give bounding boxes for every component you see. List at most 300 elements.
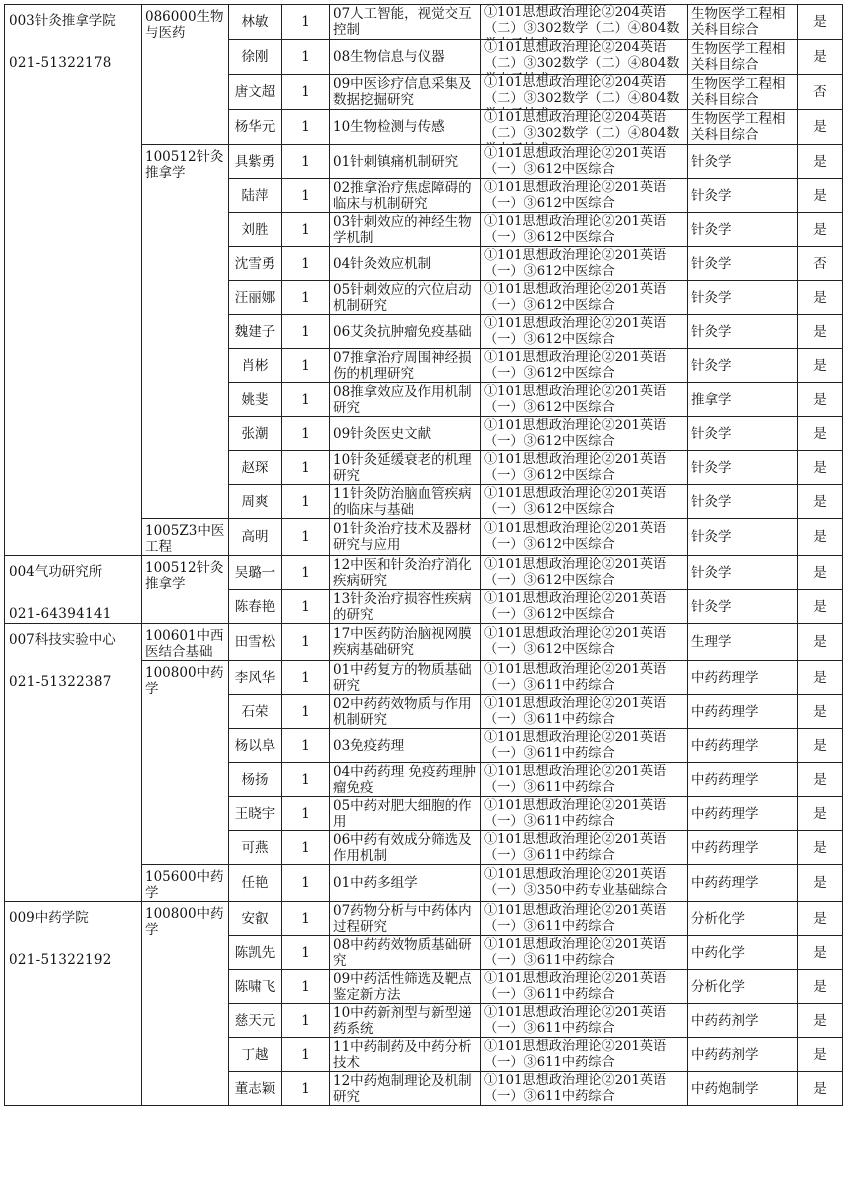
exam-subjects-cell-text: ①101思想政治理论②201英语（一）③611中药综合 xyxy=(484,797,667,829)
quota-cell-text: 1 xyxy=(301,564,310,581)
research-direction-cell xyxy=(330,624,481,661)
quota-cell xyxy=(282,1038,330,1072)
department-cell xyxy=(5,902,142,1106)
tutor-cell xyxy=(229,970,282,1004)
quota-cell-text: 1 xyxy=(301,737,310,754)
department-phone: 021-51322178 xyxy=(9,55,112,71)
research-direction-cell xyxy=(330,865,481,902)
major-cell: 105600中药学 xyxy=(142,865,229,902)
tutor-cell xyxy=(229,383,282,417)
research-direction-cell-text: 12中医和针灸治疗消化疾病研究 xyxy=(333,556,472,589)
flag-cell xyxy=(798,247,843,281)
quota-cell xyxy=(282,797,330,831)
retest-subject-cell xyxy=(688,110,798,145)
quota-cell xyxy=(282,485,330,519)
flag-cell xyxy=(798,865,843,902)
flag-cell-text: 是 xyxy=(813,1080,827,1097)
tutor-cell xyxy=(229,281,282,315)
retest-subject-cell xyxy=(688,145,798,179)
research-direction-cell xyxy=(330,281,481,315)
research-direction-cell xyxy=(330,315,481,349)
exam-subjects-cell-text: ①101思想政治理论②201英语（一）③612中医综合 xyxy=(484,590,667,622)
retest-subject-cell xyxy=(688,179,798,213)
flag-cell xyxy=(798,485,843,519)
research-direction-cell xyxy=(330,902,481,936)
research-direction-cell-text: 17中医药防治脑视网膜疾病基础研究 xyxy=(333,626,472,658)
retest-subject-cell-text: 针灸学 xyxy=(691,357,732,374)
research-direction-cell-text: 03针刺效应的神经生物学机制 xyxy=(333,213,472,246)
exam-subjects-cell-text: ①101思想政治理论②201英语（一）③611中药综合 xyxy=(484,936,667,968)
flag-cell-text: 是 xyxy=(813,875,827,891)
tutor-cell xyxy=(229,763,282,797)
research-direction-cell xyxy=(330,729,481,763)
flag-cell-text: 是 xyxy=(813,839,827,856)
exam-subjects-cell xyxy=(481,590,688,624)
exam-subjects-cell-text: ①101思想政治理论②201英语（一）③611中药综合 xyxy=(484,695,667,727)
department-phone: 021-51322387 xyxy=(9,674,112,690)
quota-cell xyxy=(282,729,330,763)
retest-subject-cell xyxy=(688,831,798,865)
exam-subjects-cell xyxy=(481,624,688,661)
quota-cell xyxy=(282,661,330,695)
retest-subject-cell xyxy=(688,1072,798,1106)
table-row xyxy=(5,556,843,590)
retest-subject-cell-text: 中药药理学 xyxy=(691,839,759,856)
flag-cell xyxy=(798,763,843,797)
research-direction-cell xyxy=(330,383,481,417)
research-direction-cell-text: 09针灸医史文献 xyxy=(333,425,432,442)
flag-cell-text: 是 xyxy=(813,289,827,306)
retest-subject-cell xyxy=(688,451,798,485)
tutor-cell-text: 刘胜 xyxy=(241,221,269,238)
quota-cell-text: 1 xyxy=(301,1080,310,1097)
research-direction-cell xyxy=(330,590,481,624)
flag-cell-text: 是 xyxy=(813,529,827,545)
tutor-cell-text: 王晓宇 xyxy=(234,805,276,822)
department-name: 007科技实验中心 xyxy=(9,632,116,648)
flag-cell xyxy=(798,110,843,145)
exam-subjects-cell xyxy=(481,5,688,40)
quota-cell xyxy=(282,349,330,383)
major-cell: 100601中西医结合基础 xyxy=(142,624,229,661)
tutor-cell xyxy=(229,1004,282,1038)
quota-cell-text: 1 xyxy=(301,978,310,995)
exam-subjects-cell-text: ①101思想政治理论②201英语（一）③612中医综合 xyxy=(484,247,667,279)
flag-cell-text: 是 xyxy=(813,805,827,822)
exam-subjects-cell xyxy=(481,247,688,281)
research-direction-cell xyxy=(330,5,481,40)
exam-subjects-cell xyxy=(481,661,688,695)
tutor-cell xyxy=(229,110,282,145)
exam-subjects-cell xyxy=(481,1004,688,1038)
tutor-cell-text: 杨华元 xyxy=(234,119,276,135)
exam-subjects-cell-text: ①101思想政治理论②201英语（一）③612中医综合 xyxy=(484,556,667,588)
exam-subjects-cell xyxy=(481,695,688,729)
flag-cell xyxy=(798,213,843,247)
retest-subject-cell xyxy=(688,729,798,763)
tutor-cell xyxy=(229,797,282,831)
exam-subjects-cell xyxy=(481,519,688,556)
table-row xyxy=(5,624,843,661)
tutor-cell xyxy=(229,556,282,590)
research-direction-cell xyxy=(330,695,481,729)
retest-subject-cell xyxy=(688,75,798,110)
retest-subject-cell xyxy=(688,383,798,417)
retest-subject-cell xyxy=(688,519,798,556)
quota-cell-text: 1 xyxy=(301,771,310,788)
quota-cell-text: 1 xyxy=(301,84,310,100)
tutor-cell-text: 田雪松 xyxy=(234,634,276,650)
retest-subject-cell-text: 推拿学 xyxy=(691,391,732,408)
quota-cell xyxy=(282,695,330,729)
flag-cell xyxy=(798,729,843,763)
department-cell xyxy=(5,624,142,902)
research-direction-cell xyxy=(330,75,481,110)
retest-subject-cell-text: 中药药理学 xyxy=(691,805,759,822)
tutor-cell-text: 陈啸飞 xyxy=(234,978,276,995)
retest-subject-cell xyxy=(688,1038,798,1072)
retest-subject-cell xyxy=(688,624,798,661)
quota-cell xyxy=(282,970,330,1004)
quota-cell-text: 1 xyxy=(301,529,310,545)
exam-subjects-cell-text: ①101思想政治理论②201英语（一）③612中医综合 xyxy=(484,281,667,313)
flag-cell xyxy=(798,936,843,970)
tutor-cell xyxy=(229,247,282,281)
flag-cell xyxy=(798,1038,843,1072)
exam-subjects-cell xyxy=(481,729,688,763)
flag-cell xyxy=(798,970,843,1004)
research-direction-cell xyxy=(330,110,481,145)
retest-subject-cell-text: 中药药理学 xyxy=(691,703,759,720)
exam-subjects-cell-text: ①101思想政治理论②201英语（一）③612中医综合 xyxy=(484,417,667,449)
flag-cell-text: 否 xyxy=(813,255,827,272)
quota-cell-text: 1 xyxy=(301,910,310,927)
exam-subjects-cell-text: ①101思想政治理论②201英语（一）③611中药综合 xyxy=(484,902,667,934)
tutor-cell-text: 陆萍 xyxy=(241,187,269,204)
quota-cell xyxy=(282,383,330,417)
quota-cell-text: 1 xyxy=(301,14,310,30)
research-direction-cell-text: 12中药炮制理论及机制研究 xyxy=(333,1072,472,1105)
flag-cell xyxy=(798,624,843,661)
tutor-cell xyxy=(229,213,282,247)
retest-subject-cell-text: 分析化学 xyxy=(691,978,745,995)
research-direction-cell-text: 13针灸治疗损容性疾病的研究 xyxy=(333,590,472,623)
tutor-cell-text: 吴璐一 xyxy=(234,564,276,581)
flag-cell xyxy=(798,1004,843,1038)
quota-cell xyxy=(282,315,330,349)
flag-cell xyxy=(798,5,843,40)
tutor-cell-text: 周爽 xyxy=(241,493,269,510)
flag-cell-text: 是 xyxy=(813,357,827,374)
tutor-cell-text: 徐刚 xyxy=(241,49,269,65)
quota-cell xyxy=(282,5,330,40)
tutor-cell-text: 沈雪勇 xyxy=(234,255,276,272)
exam-subjects-cell-text: ①101思想政治理论②201英语（一）③612中医综合 xyxy=(484,521,667,552)
exam-subjects-cell-text: ①101思想政治理论②201英语（一）③611中药综合 xyxy=(484,763,667,795)
research-direction-cell xyxy=(330,485,481,519)
department-cell xyxy=(5,556,142,624)
research-direction-cell-text: 04中药药理 免疫药理肿瘤免疫 xyxy=(333,763,476,796)
tutor-cell xyxy=(229,865,282,902)
flag-cell-text: 是 xyxy=(813,598,827,615)
research-direction-cell-text: 03免疫药理 xyxy=(333,737,405,754)
retest-subject-cell xyxy=(688,865,798,902)
exam-subjects-cell xyxy=(481,451,688,485)
quota-cell xyxy=(282,865,330,902)
retest-subject-cell xyxy=(688,902,798,936)
research-direction-cell-text: 11中药制药及中药分析技术 xyxy=(333,1038,472,1071)
exam-subjects-cell-text: ①101思想政治理论②201英语（一）③611中药综合 xyxy=(484,1004,667,1036)
tutor-cell-text: 杨以阜 xyxy=(234,737,276,754)
retest-subject-cell-text: 中药炮制学 xyxy=(691,1080,759,1097)
exam-subjects-cell-text: ①101思想政治理论②201英语（一）③611中药综合 xyxy=(484,831,667,863)
tutor-cell-text: 石荣 xyxy=(241,703,269,720)
exam-subjects-cell-text: ①101思想政治理论②204英语（二）③302数学（二）④804数 xyxy=(484,110,680,141)
tutor-cell xyxy=(229,1072,282,1106)
quota-cell xyxy=(282,145,330,179)
exam-subjects-cell-text: ①101思想政治理论②201英语（一）③612中医综合 xyxy=(484,315,667,347)
research-direction-cell-text: 07推拿治疗周围神经损伤的机理研究 xyxy=(333,349,472,382)
quota-cell-text: 1 xyxy=(301,323,310,340)
exam-subjects-cell xyxy=(481,1072,688,1106)
retest-subject-cell-text: 分析化学 xyxy=(691,910,745,927)
tutor-cell-text: 杨扬 xyxy=(241,771,269,788)
research-direction-cell-text: 08生物信息与仪器 xyxy=(333,49,445,65)
tutor-cell xyxy=(229,417,282,451)
quota-cell xyxy=(282,624,330,661)
tutor-cell-text: 魏建子 xyxy=(234,323,276,340)
research-direction-cell-text: 02推拿治疗焦虑障碍的临床与机制研究 xyxy=(333,179,472,212)
research-direction-cell xyxy=(330,763,481,797)
exam-subjects-cell xyxy=(481,315,688,349)
retest-subject-cell xyxy=(688,417,798,451)
exam-subjects-cell-text: ①101思想政治理论②201英语（一）③612中医综合 xyxy=(484,383,667,415)
tutor-cell-text: 高明 xyxy=(241,529,269,545)
quota-cell-text: 1 xyxy=(301,1012,310,1029)
flag-cell xyxy=(798,1072,843,1106)
exam-subjects-cell xyxy=(481,75,688,110)
research-direction-cell xyxy=(330,797,481,831)
quota-cell-text: 1 xyxy=(301,119,310,135)
research-direction-cell-text: 08中药药效物质基础研究 xyxy=(333,936,472,969)
retest-subject-cell-text: 生理学 xyxy=(691,634,732,650)
flag-cell xyxy=(798,451,843,485)
exam-subjects-cell-text: ①101思想政治理论②201英语（一）③612中医综合 xyxy=(484,213,667,245)
tutor-cell xyxy=(229,5,282,40)
quota-cell xyxy=(282,281,330,315)
major-cell: 100800中药学 xyxy=(142,902,229,1106)
research-direction-cell-text: 10中药新剂型与新型递药系统 xyxy=(333,1004,472,1037)
exam-subjects-cell xyxy=(481,1038,688,1072)
tutor-cell-text: 陈春艳 xyxy=(234,598,276,615)
quota-cell xyxy=(282,247,330,281)
quota-cell xyxy=(282,75,330,110)
research-direction-cell-text: 01中药多组学 xyxy=(333,875,418,891)
exam-subjects-cell xyxy=(481,936,688,970)
quota-cell xyxy=(282,40,330,75)
flag-cell-text: 是 xyxy=(813,771,827,788)
flag-cell-text: 是 xyxy=(813,669,827,686)
tutor-cell-text: 任艳 xyxy=(241,875,269,891)
flag-cell xyxy=(798,281,843,315)
flag-cell-text: 是 xyxy=(813,737,827,754)
exam-subjects-cell-text: ①101思想政治理论②201英语（一）③611中药综合 xyxy=(484,1072,667,1104)
flag-cell-text: 是 xyxy=(813,703,827,720)
retest-subject-cell xyxy=(688,247,798,281)
retest-subject-cell-text: 中药药剂学 xyxy=(691,1012,759,1029)
retest-subject-cell xyxy=(688,1004,798,1038)
tutor-cell xyxy=(229,145,282,179)
flag-cell-text: 是 xyxy=(813,14,827,30)
exam-subjects-cell xyxy=(481,110,688,145)
exam-subjects-cell xyxy=(481,797,688,831)
retest-subject-cell-text: 针灸学 xyxy=(691,221,732,238)
exam-subjects-cell xyxy=(481,213,688,247)
exam-subjects-cell xyxy=(481,145,688,179)
exam-subjects-cell xyxy=(481,417,688,451)
retest-subject-cell-text: 针灸学 xyxy=(691,255,732,272)
research-direction-cell xyxy=(330,247,481,281)
quota-cell-text: 1 xyxy=(301,875,310,891)
flag-cell-text: 是 xyxy=(813,425,827,442)
flag-cell xyxy=(798,383,843,417)
exam-subjects-cell xyxy=(481,763,688,797)
research-direction-cell-text: 04针灸效应机制 xyxy=(333,255,432,272)
quota-cell xyxy=(282,556,330,590)
flag-cell-text: 是 xyxy=(813,119,827,135)
quota-cell-text: 1 xyxy=(301,1046,310,1063)
table-body xyxy=(5,5,843,1106)
research-direction-cell xyxy=(330,1072,481,1106)
flag-cell xyxy=(798,695,843,729)
flag-cell-text: 是 xyxy=(813,634,827,650)
retest-subject-cell-text: 针灸学 xyxy=(691,564,732,581)
flag-cell xyxy=(798,797,843,831)
research-direction-cell xyxy=(330,145,481,179)
tutor-cell-text: 可燕 xyxy=(241,839,269,856)
flag-cell xyxy=(798,179,843,213)
quota-cell-text: 1 xyxy=(301,425,310,442)
retest-subject-cell-text: 针灸学 xyxy=(691,323,732,340)
tutor-cell xyxy=(229,75,282,110)
retest-subject-cell-text: 针灸学 xyxy=(691,425,732,442)
department-name: 009中药学院 xyxy=(9,910,89,926)
exam-subjects-cell-text: ①101思想政治理论②201英语（一）③611中药综合 xyxy=(484,661,667,693)
exam-subjects-cell-text: ①101思想政治理论②201英语（一）③612中医综合 xyxy=(484,145,667,177)
tutor-cell-text: 丁越 xyxy=(241,1046,269,1063)
quota-cell xyxy=(282,179,330,213)
quota-cell-text: 1 xyxy=(301,459,310,476)
retest-subject-cell-text: 针灸学 xyxy=(691,493,732,510)
exam-subjects-cell-text: ①101思想政治理论②201英语（一）③612中医综合 xyxy=(484,349,667,381)
department-phone: 021-64394141 xyxy=(9,606,112,622)
research-direction-cell xyxy=(330,831,481,865)
retest-subject-cell xyxy=(688,590,798,624)
research-direction-cell-text: 01针灸治疗技术及器材研究与应用 xyxy=(333,521,472,553)
research-direction-cell xyxy=(330,417,481,451)
research-direction-cell xyxy=(330,451,481,485)
retest-subject-cell-text: 针灸学 xyxy=(691,459,732,476)
flag-cell xyxy=(798,315,843,349)
exam-subjects-cell xyxy=(481,281,688,315)
retest-subject-cell-text: 针灸学 xyxy=(691,598,732,615)
research-direction-cell-text: 01针刺镇痛机制研究 xyxy=(333,153,459,170)
tutor-cell xyxy=(229,831,282,865)
tutor-cell xyxy=(229,179,282,213)
exam-subjects-cell xyxy=(481,970,688,1004)
tutor-cell xyxy=(229,519,282,556)
research-direction-cell-text: 07药物分析与中药体内过程研究 xyxy=(333,902,472,935)
retest-subject-cell-text: 生物医学工程相关科目综合 xyxy=(691,6,786,38)
quota-cell-text: 1 xyxy=(301,391,310,408)
tutor-cell-text: 姚斐 xyxy=(241,391,269,408)
research-direction-cell-text: 11针灸防治脑血管疾病的临床与基础 xyxy=(333,485,472,518)
flag-cell xyxy=(798,145,843,179)
flag-cell xyxy=(798,40,843,75)
quota-cell xyxy=(282,590,330,624)
exam-subjects-cell xyxy=(481,831,688,865)
flag-cell xyxy=(798,75,843,110)
research-direction-cell-text: 08推拿效应及作用机制研究 xyxy=(333,383,472,416)
flag-cell-text: 否 xyxy=(813,84,827,100)
major-cell: 100800中药学 xyxy=(142,661,229,865)
retest-subject-cell xyxy=(688,349,798,383)
retest-subject-cell xyxy=(688,661,798,695)
research-direction-cell xyxy=(330,936,481,970)
retest-subject-cell-text: 针灸学 xyxy=(691,153,732,170)
flag-cell-text: 是 xyxy=(813,944,827,961)
quota-cell-text: 1 xyxy=(301,49,310,65)
retest-subject-cell xyxy=(688,970,798,1004)
exam-subjects-cell xyxy=(481,383,688,417)
research-direction-cell-text: 05中药对肥大细胞的作用 xyxy=(333,797,472,830)
exam-subjects-cell-text: ①101思想政治理论②201英语（一）③612中医综合 xyxy=(484,626,667,657)
research-direction-cell xyxy=(330,213,481,247)
tutor-cell xyxy=(229,695,282,729)
flag-cell xyxy=(798,519,843,556)
flag-cell xyxy=(798,902,843,936)
flag-cell-text: 是 xyxy=(813,978,827,995)
research-direction-cell-text: 09中药活性筛选及靶点鉴定新方法 xyxy=(333,970,472,1003)
exam-subjects-cell xyxy=(481,902,688,936)
quota-cell xyxy=(282,519,330,556)
research-direction-cell-text: 09中医诊疗信息采集及数据挖掘研究 xyxy=(333,76,472,108)
flag-cell-text: 是 xyxy=(813,1046,827,1063)
tutor-cell xyxy=(229,349,282,383)
quota-cell-text: 1 xyxy=(301,255,310,272)
department-cell xyxy=(5,5,142,556)
research-direction-cell-text: 02中药药效物质与作用机制研究 xyxy=(333,695,472,728)
quota-cell xyxy=(282,763,330,797)
flag-cell xyxy=(798,661,843,695)
tutor-cell xyxy=(229,485,282,519)
exam-subjects-cell-text: ①101思想政治理论②201英语（一）③350中药专业基础综合 xyxy=(484,867,668,898)
quota-cell-text: 1 xyxy=(301,839,310,856)
retest-subject-cell xyxy=(688,485,798,519)
tutor-cell-text: 陈凯先 xyxy=(234,944,276,961)
research-direction-cell xyxy=(330,661,481,695)
quota-cell-text: 1 xyxy=(301,289,310,306)
exam-subjects-cell xyxy=(481,556,688,590)
tutor-cell-text: 张潮 xyxy=(241,425,269,442)
retest-subject-cell xyxy=(688,281,798,315)
flag-cell-text: 是 xyxy=(813,1012,827,1029)
research-direction-cell xyxy=(330,556,481,590)
retest-subject-cell-text: 针灸学 xyxy=(691,289,732,306)
tutor-cell-text: 李风华 xyxy=(234,669,276,686)
tutor-cell xyxy=(229,1038,282,1072)
flag-cell-text: 是 xyxy=(813,221,827,238)
